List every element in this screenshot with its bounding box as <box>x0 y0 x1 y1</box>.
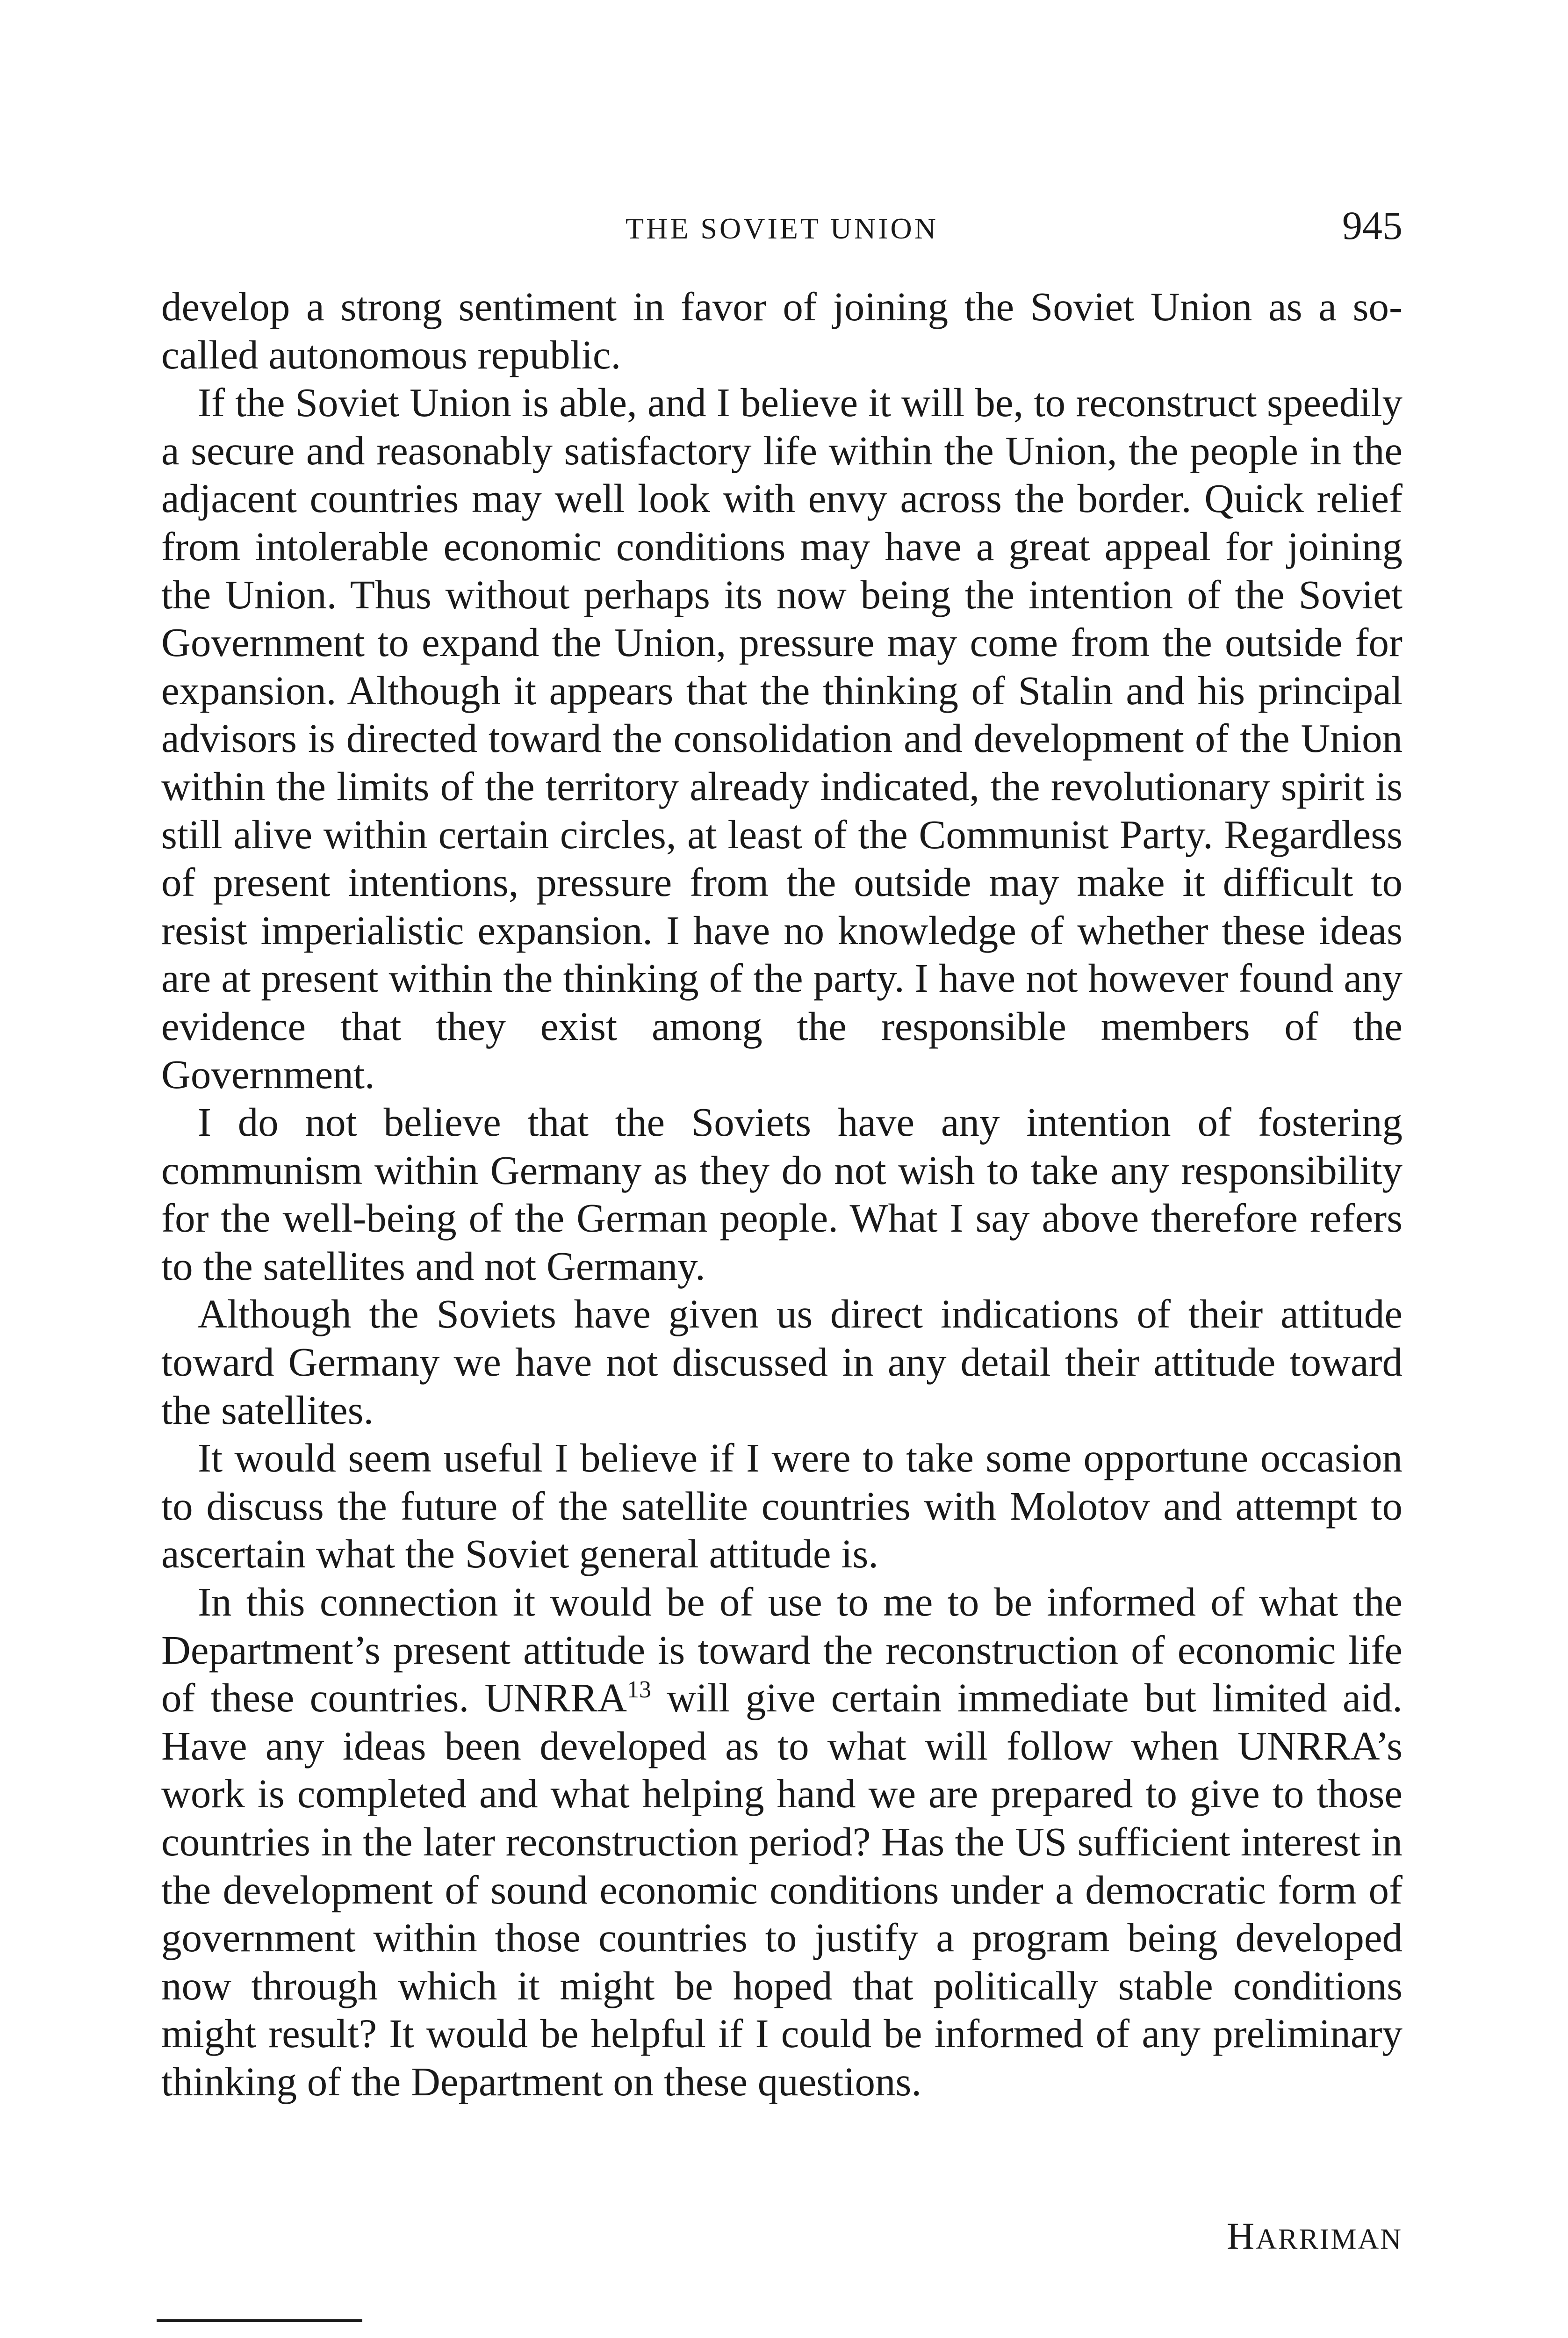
paragraph: Although the Soviets have given us direct indications of their attitude toward Germany we have not discussed in any detail their attitude toward the satellites. <box>161 1291 1403 1433</box>
body-text <box>161 283 1403 2106</box>
paragraph-text: will give certain immediate but limited aid. Have any ideas been developed as to what will follow when UNRRA’s work is completed and what helping hand we are prepared to give to those countries in the later reconstruction period? Has the US sufficient interest in the development of sound economic conditions under a democratic form of government within those countries to justify a program being developed now through which it might be hoped that politically stable conditions might result? It would be helpful if I could be informed of any preliminary thinking of the Department on these questions. <box>161 1675 1403 2104</box>
signature-initial: H <box>1226 2215 1256 2257</box>
signature-rest: ARRIMAN <box>1256 2223 1403 2255</box>
running-head: THE SOVIET UNION <box>626 212 938 245</box>
paragraph: It would seem useful I believe if I were to take some opportune occasion to discuss the future of the satellite countries with Molotov and attempt to ascertain what the Soviet general attitude is. <box>161 1435 1403 1577</box>
paragraph: If the Soviet Union is able, and I believe it will be, to reconstruct speedily a secure and reasonably satisfactory life within the Union, the people in the adjacent countries may well look with envy across the border. Quick relief from intolerable economic conditions may have a great appeal for joining the Union. Thus without perhaps its now being the intention of the Soviet Government to expand the Union, pressure may come from the outside for expansion. Although it appears that the thinking of Stalin and his principal advisors is directed toward the consolidation and development of the Union within the limits of the territory already indicated, the revolutionary spirit is still alive within certain circles, at least of the Communist Party. Regardless of present intentions, pressure from the outside may make it difficult to resist imperialistic expansion. I have no knowledge of whether these ideas are at present within the thinking of the party. I have not however found any evidence that they exist among the responsible members of the Government. <box>161 380 1403 1097</box>
footnote-reference[interactable]: 13 <box>627 1676 651 1703</box>
footnote-divider <box>157 2319 362 2322</box>
signature <box>1227 2214 1403 2258</box>
paragraph-text: In this connection it would be of use to me to be informed of what the Department’s present attitude is toward the reconstruction of economic life of these countries. UNRRA <box>161 1579 1403 1721</box>
paragraph: develop a strong sentiment in favor of joining the Soviet Union as a so-called autonomous republic. <box>161 284 1403 377</box>
paragraph: I do not believe that the Soviets have any intention of fostering communism within Germany as they do not wish to take any responsibility for the well-being of the German people. What I say above therefore refers to the satellites and not Germany. <box>161 1099 1403 1289</box>
page-header <box>161 203 1403 257</box>
paragraph <box>161 1578 1403 2106</box>
page-number: 945 <box>1342 203 1403 248</box>
